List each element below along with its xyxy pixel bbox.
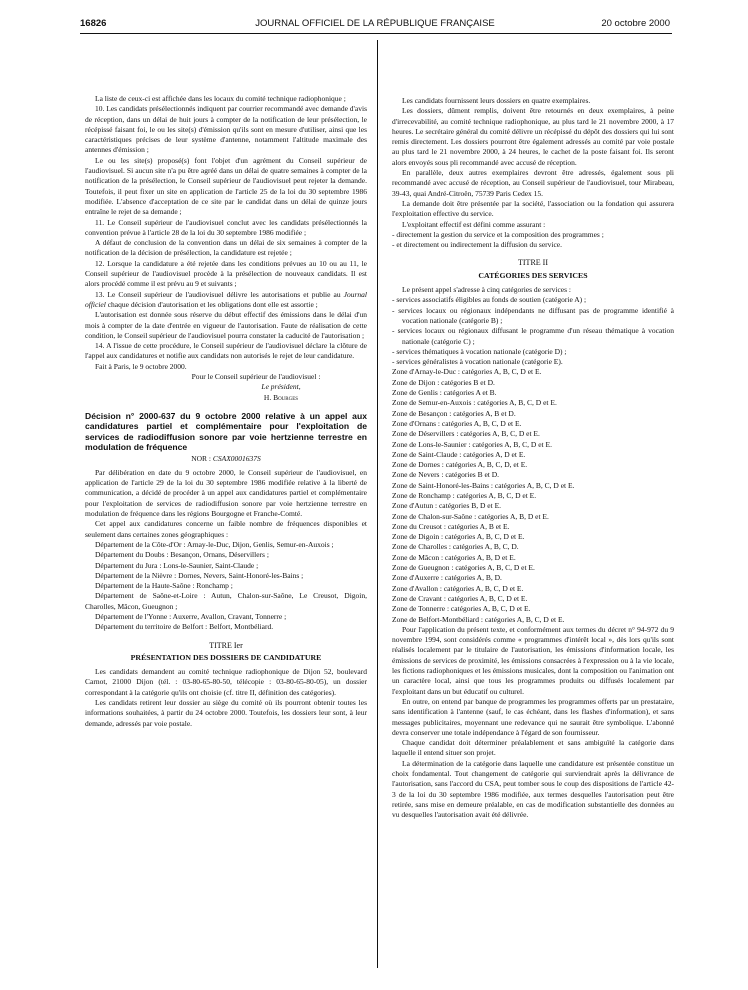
paragraph: 10. Les candidats présélectionnés indiquent par courrier recommandé avec demande d'avis de réception, dans un délai de huit jours à compter de la notification de leur présélection, le récépissé faisant foi, le ou les site(s) d'émission qu'ils sont en mesure d'utiliser, ainsi que les caractéristiques précises de leur système d'antenne, notamment l'altitude maximale des antennes d'émission ; <box>85 104 367 155</box>
nor-label: NOR : <box>191 453 213 463</box>
paragraph: L'autorisation est donnée sous réserve du début effectif des émissions dans le délai d'un mois à compter de la date d'entrée en vigueur de l'autorisation. Faute de réalisation de cette condition, le Conseil supérieur de l'audiovisuel pourra constater la caducité de l'autorisation ; <box>85 310 367 340</box>
category-item: - services associatifs éligibles au fonds de soutien (catégorie A) ; <box>392 295 587 305</box>
zone-item: Zone de Charolles : catégories A, B, C, D. <box>392 542 519 552</box>
paragraph: Par délibération en date du 9 octobre 2000, le Conseil supérieur de l'audiovisuel, en application de l'article 29 de la loi du 30 septembre 1986 modifiée relative à la liberté de communication, a décidé de procéder à un appel aux candidatures partiel et complémentaire pour l'exploitation de services de radiodiffusion sonore par voie hertzienne terrestre en modulation de fréquence dans les régions Bourgogne et Franche-Comté. <box>85 467 367 519</box>
paragraph <box>85 290 367 311</box>
zone-item: Zone de Semur-en-Auxois : catégories A, B, C, D et E. <box>392 398 557 408</box>
paragraph: Les dossiers, dûment remplis, doivent être retournés en deux exemplaires, à peine d'irrecevabilité, au comité technique radiophonique, au plus tard le 21 novembre 2000, à 17 heures. Le secrétaire général du comité délivre un récépissé du dépôt des dossiers qui lui sont remis directement. Les dossiers pourront être également adressés au comité par voie postale au plus tard le 21 novembre 2000, à 24 heures, le cachet de la poste faisant foi. Ils seront alors envoyés sous pli recommandé avec accusé de réception. <box>392 106 674 167</box>
zone-item: Zone de Ronchamp : catégories A, B, C, D et E. <box>392 490 537 500</box>
header-rule <box>80 33 672 34</box>
section-subtitle: PRÉSENTATION DES DOSSIERS DE CANDIDATURE <box>130 652 322 662</box>
zone-item: Zone d'Auxerre : catégories A, B, D. <box>392 573 502 583</box>
paragraph: Les candidats retirent leur dossier au siège du comité où ils pourront obtenir toutes les informations souhaitées, à partir du 24 octobre 2000. Toutefois, les dossiers leur sont, à leur demande, adressés par voie postale. <box>85 698 367 728</box>
zone-item: Zone de Dornes : catégories A, B, C, D, et E. <box>392 460 528 470</box>
paragraph: La liste de ceux-ci est affichée dans les locaux du comité technique radiophonique ; <box>95 94 346 103</box>
department-line: Département de la Nièvre : Dornes, Nevers, Saint-Honoré-les-Bains ; <box>95 570 304 580</box>
zone-list <box>392 367 674 624</box>
zone-item: Zone de Digoin : catégories A, B, C, D et E. <box>392 532 525 542</box>
decision-title: Décision n° 2000-637 du 9 octobre 2000 relative à un appel aux candidatures partiel et complémentaire pour l'exploitation de services de radiodiffusion sonore par voie hertzienne terrestre en modulation de fréquence <box>85 410 367 453</box>
zone-item: Zone de Chalon-sur-Saône : catégories A, B, D et E. <box>392 511 549 521</box>
category-list <box>392 295 674 367</box>
zone-item: Zone de Saint-Claude : catégories A, D et E. <box>392 449 526 459</box>
zone-item: Zone de Belfort-Montbéliard : catégories A, B, C, D et E. <box>392 614 565 624</box>
zone-item: Zone de Besançon : catégories A, B et D. <box>392 408 516 418</box>
section-title: TITRE Ier <box>209 640 243 650</box>
section-title: TITRE II <box>518 258 548 268</box>
paragraph: Cet appel aux candidatures concerne un faible nombre de fréquences disponibles et seulement dans certaines zones géographiques : <box>85 519 367 539</box>
signature-name: H. Bourges <box>263 392 299 402</box>
zone-item: Zone de Mâcon : catégories A, B, D et E. <box>392 552 516 562</box>
paragraph: Pour l'application du présent texte, et conformément aux termes du décret n° 94-972 du 9 novembre 1994, sont considérés comme « programmes d'intérêt local », dès lors qu'ils sont réalisés localement par le titulaire de l'autorisation, les émissions d'information locale, les émissions de services de proximité, les émissions consacrées à l'expression ou à la vie locale, les fictions radiophoniques et les émissions musicales, dont la composition ou l'animation ont un caractère local, ainsi que tous les programmes produits ou diffusés localement par l'exploitant dans un but éducatif ou culturel. <box>392 624 674 696</box>
issue-date: 20 octobre 2000 <box>601 18 670 29</box>
category-item: - services locaux ou régionaux indépendants ne diffusant pas de programme identifié à vocation nationale (catégorie B) ; <box>392 305 674 325</box>
paragraph: L'exploitant effectif est défini comme assurant : <box>402 219 546 229</box>
page-number: 16826 <box>80 18 107 29</box>
category-item: - services locaux ou régionaux diffusant le programme d'un réseau thématique à vocation nationale (catégorie C) ; <box>392 326 674 346</box>
zone-item: Zone de Gueugnon : catégories A, B, C, D et E. <box>392 563 535 573</box>
list-item: - directement la gestion du service et la composition des programmes ; <box>392 229 604 239</box>
zone-item: Zone d'Autun : catégories B, D et E. <box>392 501 502 511</box>
paragraph: En outre, on entend par banque de programmes les programmes offerts par un prestataire, sans identification à l'antenne (sauf, le cas échéant, dans les flashes d'information), et sans messages publicitaires, moyennant une redevance qui ne saurait être symbolique. L'abonné devra conserver une totale indépendance à l'égard de son fournisseur. <box>392 696 674 737</box>
paragraph: 11. Le Conseil supérieur de l'audiovisuel conclut avec les candidats présélectionnés la convention prévue à l'article 28 de la loi du 30 septembre 1986 modifiée ; <box>85 217 367 237</box>
journal-title: JOURNAL OFFICIEL DE LA RÉPUBLIQUE FRANÇAISE <box>255 18 495 29</box>
nor-reference <box>85 454 367 464</box>
zone-item: Zone du Creusot : catégories A, B et E. <box>392 521 510 531</box>
paragraph: La détermination de la catégorie dans laquelle une candidature est présentée constitue un choix fondamental. Tout changement de catégorie qui surviendrait après la délivrance de l'autorisation, sans l'accord du CSA, peut tomber sous le coup des dispositions de l'article 42-3 de la loi du 30 septembre 1986 modifiée, aux termes desquelles l'autorisation peut être retirée, sans mise en demeure préalable, en cas de modification substantielle des données au vu desquelles l'autorisation avait été délivrée. <box>392 758 674 820</box>
zone-item: Zone de Tonnerre : catégories A, B, C, D et E. <box>392 604 531 614</box>
zone-item: Zone de Nevers : catégories B et D. <box>392 470 500 480</box>
paragraph: 14. A l'issue de cette procédure, le Conseil supérieur de l'audiovisuel déclare la clôture de l'appel aux candidatures et notifie aux candidats non autorisés le rejet de leur candidature. <box>85 341 367 361</box>
zone-item: Zone de Lons-le-Saunier : catégories A, B, C, D et E. <box>392 439 552 449</box>
zone-item: Zone de Genlis : catégories A et B. <box>392 388 497 398</box>
zone-item: Zone d'Avallon : catégories A, B, C, D et E. <box>392 583 524 593</box>
department-line: Département du Jura : Lons-le-Saunier, Saint-Claude ; <box>95 560 259 570</box>
column-divider <box>377 40 378 968</box>
text-run: 13. Le Conseil supérieur de l'audiovisuel délivre les autorisations et publie au <box>95 289 344 299</box>
zone-item: Zone de Déservillers : catégories A, B, C, D et E. <box>392 429 540 439</box>
paragraph: Les candidats fournissent leurs dossiers en quatre exemplaires. <box>402 96 591 105</box>
zone-item: Zone d'Ornans : catégories A, B, C, D et E. <box>392 418 522 428</box>
journal-name: Journal officiel <box>85 289 367 309</box>
zone-item: Zone de Cravant : catégories A, B, C, D et E. <box>392 593 528 603</box>
category-item: - services thématiques à vocation nationale (catégorie D) ; <box>392 346 567 356</box>
department-line: Département de l'Yonne : Auxerre, Avallon, Cravant, Tonnerre ; <box>95 611 287 621</box>
zone-item: Zone d'Arnay-le-Duc : catégories A, B, C, D et E. <box>392 367 542 377</box>
nor-code: CSAX0001637S <box>212 453 261 463</box>
left-column <box>85 94 367 729</box>
signature-title: Le président, <box>261 382 301 392</box>
paragraph: Le ou les site(s) proposé(s) font l'objet d'un agrément du Conseil supérieur de l'audiovisuel. Si aucun site n'a pu être agréé dans un délai de quatre semaines à compter de la notification de la présélection, le Conseil supérieur de l'audiovisuel peut rejeter la demande. Toutefois, il peut fixer un site en application de l'article 25 de la loi du 30 septembre 1986 modifiée. L'absence d'acceptation de ce site par le candidat dans un délai de quinze jours entraîne le rejet de sa demande ; <box>85 155 367 217</box>
page-header <box>80 18 670 32</box>
paragraph: La demande doit être présentée par la société, l'association ou la fondation qui assurera l'exploitation effective du service. <box>392 198 674 219</box>
department-line: Département de Saône-et-Loire : Autun, Chalon-sur-Saône, Le Creusot, Digoin, Charolles, Mâcon, Gueugnon ; <box>85 591 367 611</box>
department-line: Département de la Côte-d'Or : Arnay-le-Duc, Dijon, Genlis, Semur-en-Auxois ; <box>95 539 334 549</box>
department-line: Département du territoire de Belfort : Belfort, Montbéliard. <box>95 622 274 632</box>
paragraph: Les candidats demandent au comité technique radiophonique de Dijon 52, boulevard Carnot, 21000 Dijon (tél. : 03-80-65-80-50, télécopie : 03-80-65-80-05), un dossier correspondant à la catégorie qu'ils ont choisie (cf. titre II, définition des catégories). <box>85 667 367 697</box>
department-line: Département de la Haute-Saône : Ronchamp ; <box>95 581 233 591</box>
category-item: - services généralistes à vocation nationale (catégorie E). <box>392 357 563 367</box>
list-item: - et directement ou indirectement la diffusion du service. <box>392 240 563 250</box>
text-run: chaque décision d'autorisation et les obligations dont elle est assortie ; <box>105 299 318 309</box>
right-column <box>392 96 674 820</box>
paragraph: 12. Lorsque la candidature a été rejetée dans les conditions prévues au 10 ou au 11, le Conseil supérieur de l'audiovisuel procède à la présélection de nouveaux candidats. Il est alors procédé comme il est prévu au 9 et suivants ; <box>85 258 367 289</box>
signature-for: Pour le Conseil supérieur de l'audiovisuel : <box>191 372 321 382</box>
section-subtitle: CATÉGORIES DES SERVICES <box>478 270 588 280</box>
zone-item: Zone de Saint-Honoré-les-Bains : catégories A, B, C, D et E. <box>392 480 575 490</box>
paragraph: En parallèle, deux autres exemplaires devront être adressés, également sous pli recommandé avec accusé de réception, au Conseil supérieur de l'audiovisuel, tour Mirabeau, 39-43, quai André-Citroën, 75739 Paris Cedex 15. <box>392 168 674 198</box>
department-line: Département du Doubs : Besançon, Ornans, Déservillers ; <box>95 550 269 560</box>
paragraph: Chaque candidat doit déterminer préalablement et sans ambiguïté la catégorie dans laquelle il entend situer son projet. <box>392 738 674 758</box>
place-date: Fait à Paris, le 9 octobre 2000. <box>95 361 187 371</box>
zone-item: Zone de Dijon : catégories B et D. <box>392 377 495 387</box>
paragraph: Le présent appel s'adresse à cinq catégories de services : <box>402 285 571 295</box>
paragraph: A défaut de conclusion de la convention dans un délai de six semaines à compter de la notification de la décision de présélection, la candidature est rejetée ; <box>85 238 367 258</box>
